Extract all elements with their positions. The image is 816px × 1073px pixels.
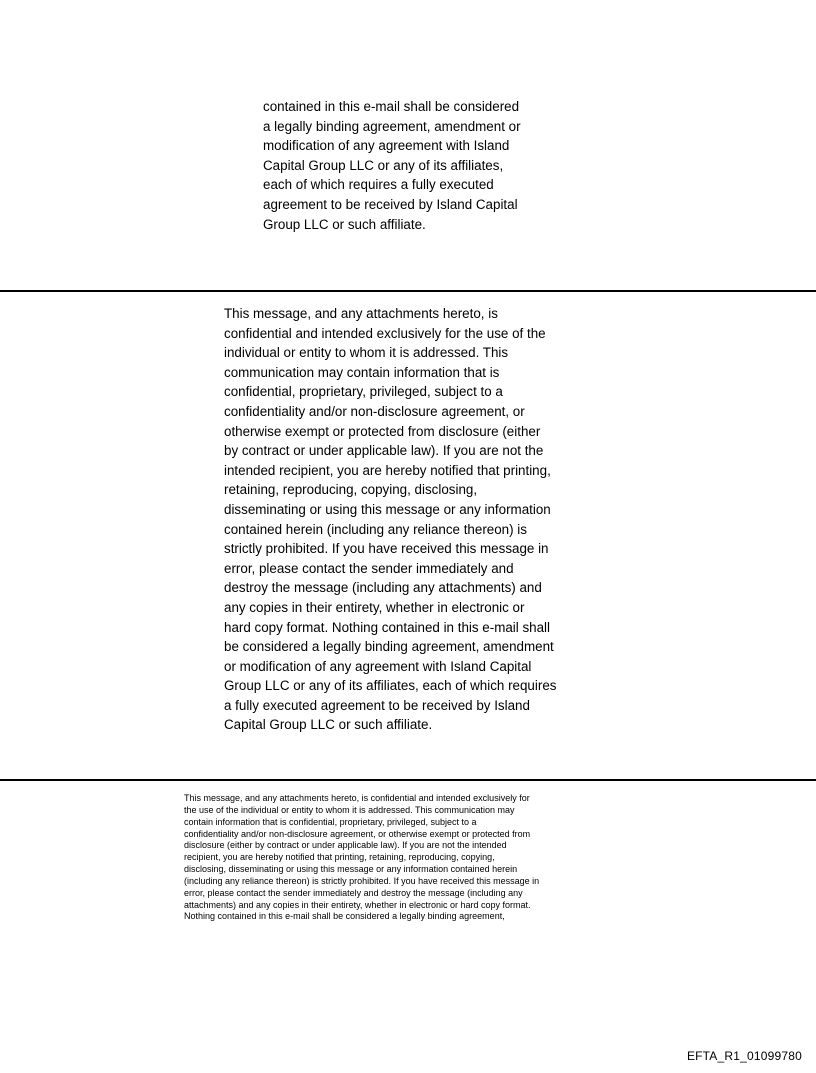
confidentiality-disclaimer: This message, and any attachments hereto, is confidential and intended exclusively for the use of the individual or entity to whom it is addressed. This communication may contain information that is confidential, proprietary, privileged, subject to a confidentiality and/or non-disclosure agreement, or otherwise exempt or protected from disclosure (either by contract or under applicable law). If you are not the intended recipient, you are hereby notified that printing, retaining, reproducing, copying, disclosing, disseminating or using this message or any information contained herein (including any reliance thereon) is strictly prohibited. If you have received this message in error, please contact the sender immediately and destroy the message (including any attachments) and any copies in their entirety, whether in electronic or hard copy format. Nothing contained in this e-mail shall be considered a legally binding agreement, amendment or modification of any agreement with Island Capital Group LLC or any of its affiliates, each of which requires a fully executed agreement to be received by Island Capital Group LLC or such affiliate. xyxy=(224,306,557,733)
disclaimer-fragment-top: contained in this e-mail shall be considered a legally binding agreement, amendment or modification of any agreement with Island Capital Group LLC or any of its affiliates, each of which requires a fully executed agreement to be received by Island Capital Group LLC or such affiliate. xyxy=(263,99,521,232)
confidentiality-disclaimer-small: This message, and any attachments hereto, is confidential and intended exclusively for the use of the individual or entity to whom it is addressed. This communication may contain information that is confidential, proprietary, privileged, subject to a confidentiality and/or non-disclosure agreement, or otherwise exempt or protected from disclosure (either by contract or under applicable law). If you are not the intended recipient, you are hereby notified that printing, retaining, reproducing, copying, disclosing, disseminating or using this message or any information contained herein (including any reliance thereon) is strictly prohibited. If you have received this message in error, please contact the sender immediately and destroy the message (including any attachments) and any copies in their entirety, whether in electronic or hard copy format. Nothing contained in this e-mail shall be considered a legally binding agreement, xyxy=(184,793,540,922)
horizontal-divider xyxy=(0,779,816,781)
horizontal-divider xyxy=(0,290,816,292)
document-id: EFTA_R1_01099780 xyxy=(686,1049,802,1063)
